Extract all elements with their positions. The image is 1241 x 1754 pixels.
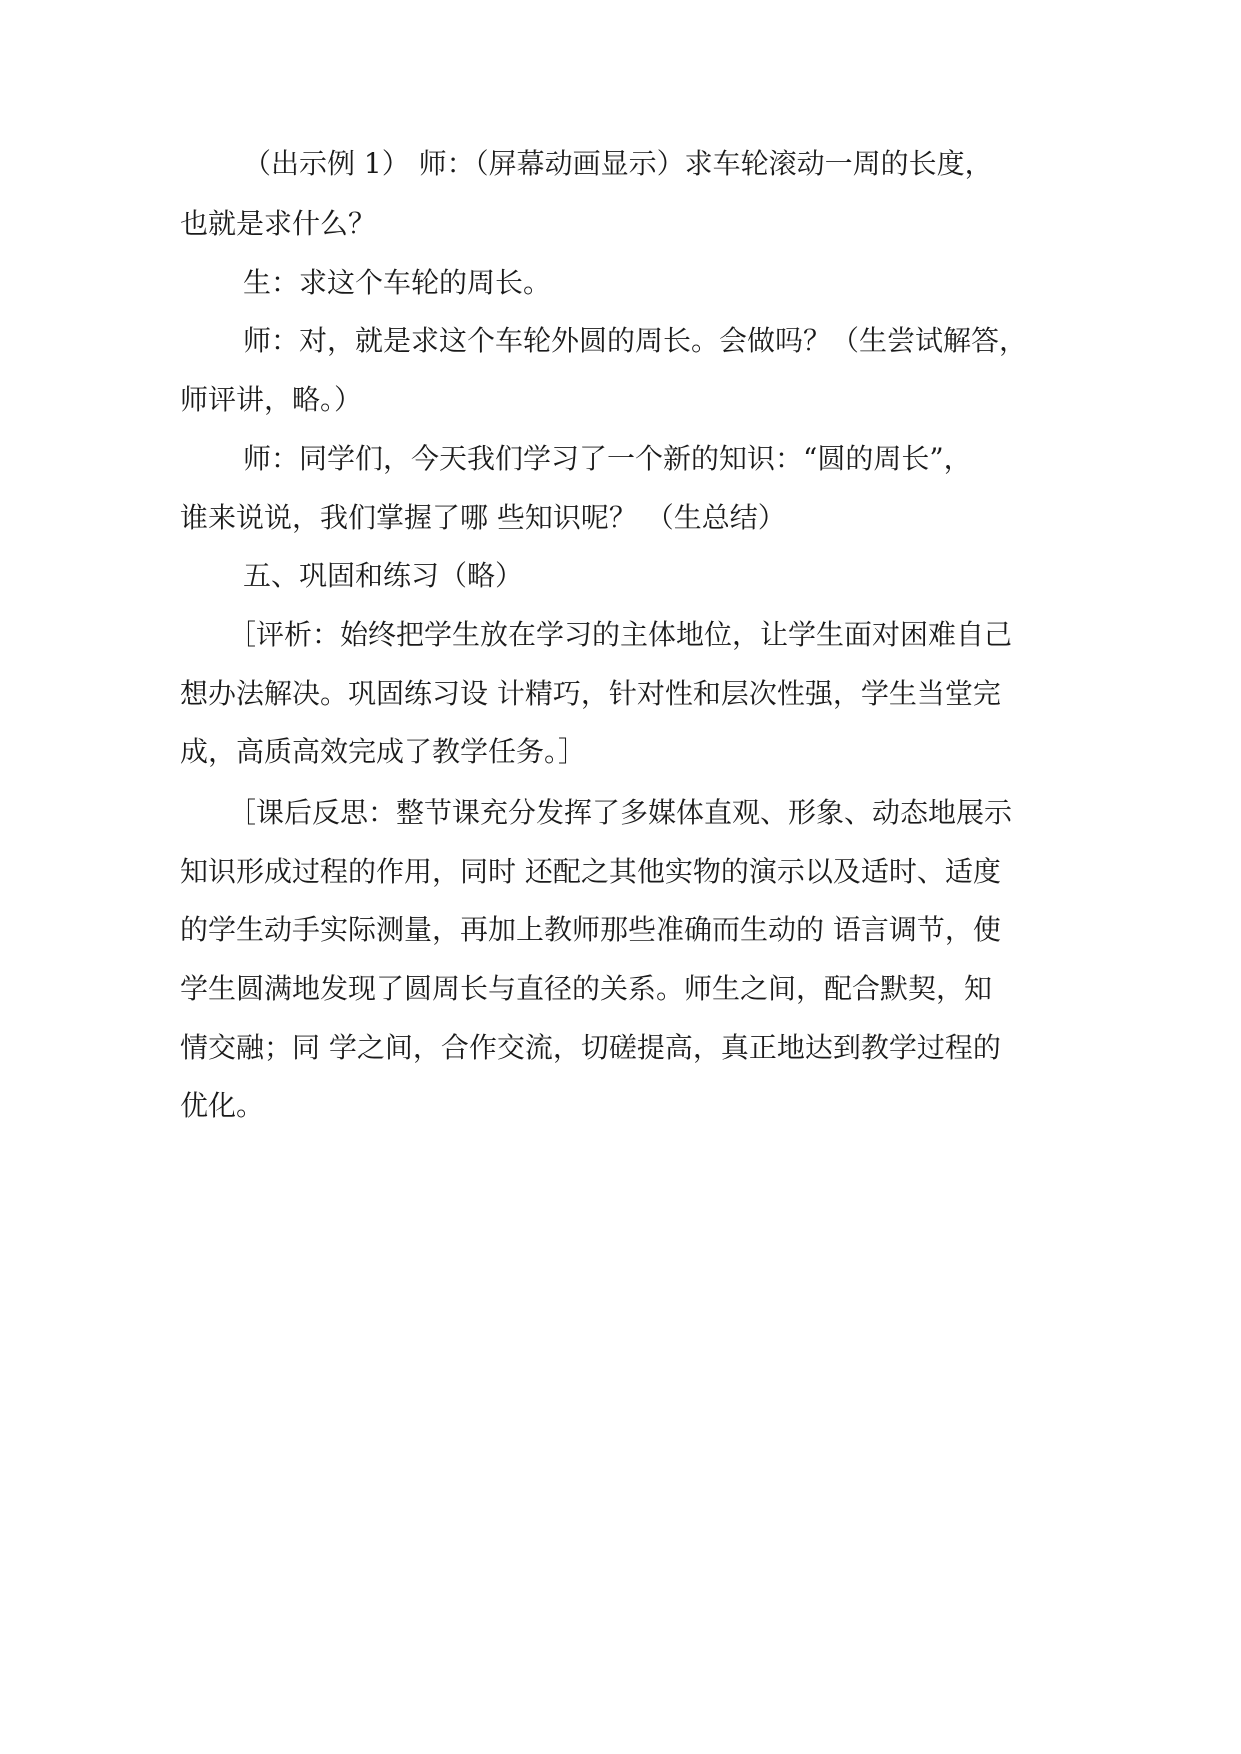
paragraph-line: 学生圆满地发现了圆周长与直径的关系。师生之间，配合默契，知 xyxy=(180,972,993,1005)
paragraph-line: ［课后反思：整节课充分发挥了多媒体直观、形象、动态地展示 xyxy=(228,796,1013,829)
paragraph-line: 师评讲，略。） xyxy=(180,383,363,416)
paragraph-line: 谁来说说，我们掌握了哪 些知识呢？ （生总结） xyxy=(180,501,786,534)
paragraph-line: 想办法解决。巩固练习设 计精巧，针对性和层次性强，学生当堂完 xyxy=(180,677,1001,710)
paragraph-line: 师：对，就是求这个车轮外圆的周长。会做吗？（生尝试解答， xyxy=(243,324,1028,357)
section-heading: 五、巩固和练习（略） xyxy=(243,559,524,592)
paragraph-line: 优化。 xyxy=(180,1089,265,1122)
paragraph-line: 知识形成过程的作用，同时 还配之其他实物的演示以及适时、适度 xyxy=(180,855,1001,888)
paragraph-line: （出示例 1） 师：（屏幕动画显示）求车轮滚动一周的长度， xyxy=(243,147,993,180)
paragraph-line: ［评析：始终把学生放在学习的主体地位，让学生面对困难自己 xyxy=(228,618,1013,651)
paragraph-line: 的学生动手实际测量，再加上教师那些准确而生动的 语言调节，使 xyxy=(180,913,1001,946)
paragraph-line: 情交融；同 学之间，合作交流，切磋提高，真正地达到教学过程的 xyxy=(180,1031,1001,1064)
paragraph-line: 成，高质高效完成了教学任务。］ xyxy=(180,735,587,768)
paragraph-line: 也就是求什么？ xyxy=(180,207,377,240)
paragraph-line: 师：同学们，今天我们学习了一个新的知识：“圆的周长”， xyxy=(243,442,972,475)
paragraph-line: 生：求这个车轮的周长。 xyxy=(243,266,552,299)
